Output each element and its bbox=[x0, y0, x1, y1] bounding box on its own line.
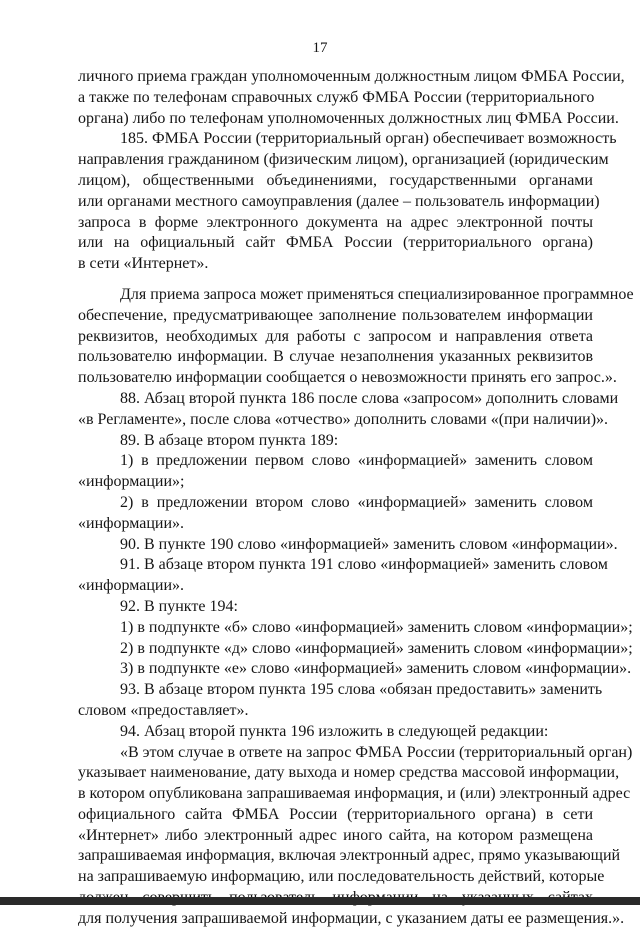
text-line: «информации». bbox=[78, 514, 185, 532]
text-line: 90. В пункте 190 слово «информацией» заменить словом «информации». bbox=[120, 535, 618, 553]
text-line: а также по телефонам справочных служб ФМБА России (территориального bbox=[78, 88, 595, 106]
text-line: «информации». bbox=[78, 577, 185, 595]
text-line: запроса в форме электронного документа на адрес электронной почты bbox=[78, 213, 593, 231]
text-line: или на официальный сайт ФМБА России (территориального органа) bbox=[78, 234, 593, 252]
text-line: в котором опубликована запрашиваемая информация, и (или) электронный адрес bbox=[78, 785, 631, 803]
text-line: 89. В абзаце втором пункта 189: bbox=[120, 431, 339, 449]
page-number: 17 bbox=[312, 40, 328, 56]
body-text bbox=[78, 67, 634, 930]
text-line: указывает наименование, дату выхода и номер средства массовой информации, bbox=[78, 764, 620, 782]
text-line: на запрашиваемую информацию, или последовательность действий, которые bbox=[78, 868, 605, 886]
text-line: 2) в подпункте «д» слово «информацией» заменить словом «информации»; bbox=[120, 639, 633, 657]
text-line: «Интернет» либо электронный адрес иного сайта, на котором размещена bbox=[78, 826, 593, 844]
text-line: пользователю информации. В случае незаполнения указанных реквизитов bbox=[78, 348, 593, 366]
text-line: «В этом случае в ответе на запрос ФМБА России (территориальный орган) bbox=[120, 743, 633, 761]
text-line: личного приема граждан уполномоченным должностным лицом ФМБА России, bbox=[78, 68, 625, 85]
text-line: направления гражданином (физическим лицом), организацией (юридическим bbox=[78, 151, 609, 169]
text-line: органа) либо по телефонам уполномоченных должностных лиц ФМБА России. bbox=[78, 109, 619, 127]
text-line: 1) в предложении первом слово «информацией» заменить словом bbox=[120, 452, 593, 470]
text-line: «в Регламенте», после слова «отчество» дополнить словами «(при наличии)». bbox=[78, 410, 609, 428]
text-line: 185. ФМБА России (территориальный орган) обеспечивает возможность bbox=[120, 130, 617, 148]
text-line: 91. В абзаце втором пункта 191 слово «информацией» заменить словом bbox=[120, 556, 608, 574]
text-line: запрашиваемая информация, включая электронный адрес, прямо указывающий bbox=[78, 847, 621, 865]
text-line: в сети «Интернет». bbox=[78, 255, 209, 273]
text-line: или органами местного самоуправления (далее – пользователь информации) bbox=[78, 192, 600, 210]
text-line: для получения запрашиваемой информации, с указанием даты ее размещения.». bbox=[78, 909, 625, 927]
text-line: 3) в подпункте «е» слово «информацией» заменить словом «информации». bbox=[120, 660, 632, 678]
text-line: словом «предоставляет». bbox=[78, 701, 249, 719]
text-line: 1) в подпункте «б» слово «информацией» заменить словом «информации»; bbox=[120, 618, 633, 636]
text-line: «информации»; bbox=[78, 473, 185, 491]
text-line: 88. Абзац второй пункта 186 после слова «запросом» дополнить словами bbox=[120, 389, 619, 407]
text-line: 92. В пункте 194: bbox=[120, 597, 238, 615]
text-line: Для приема запроса может применяться специализированное программное bbox=[120, 285, 634, 303]
text-line: 94. Абзац второй пункта 196 изложить в следующей редакции: bbox=[120, 722, 549, 740]
text-line: реквизитов, необходимых для работы с запросом и направления ответа bbox=[78, 327, 593, 345]
text-line: лицом), общественными объединениями, государственными органами bbox=[78, 171, 593, 189]
text-line: пользователю информации сообщается о невозможности принять его запрос.». bbox=[78, 369, 617, 387]
text-line: обеспечение, предусматривающее заполнение пользователем информации bbox=[78, 306, 593, 324]
text-line: официального сайта ФМБА России (территориального органа) в сети bbox=[78, 805, 593, 823]
text-line: 93. В абзаце втором пункта 195 слова «обязан предоставить» заменить bbox=[120, 681, 603, 699]
text-line: 2) в предложении втором слово «информацией» заменить словом bbox=[120, 493, 593, 511]
scan-bottom-edge bbox=[0, 897, 640, 905]
